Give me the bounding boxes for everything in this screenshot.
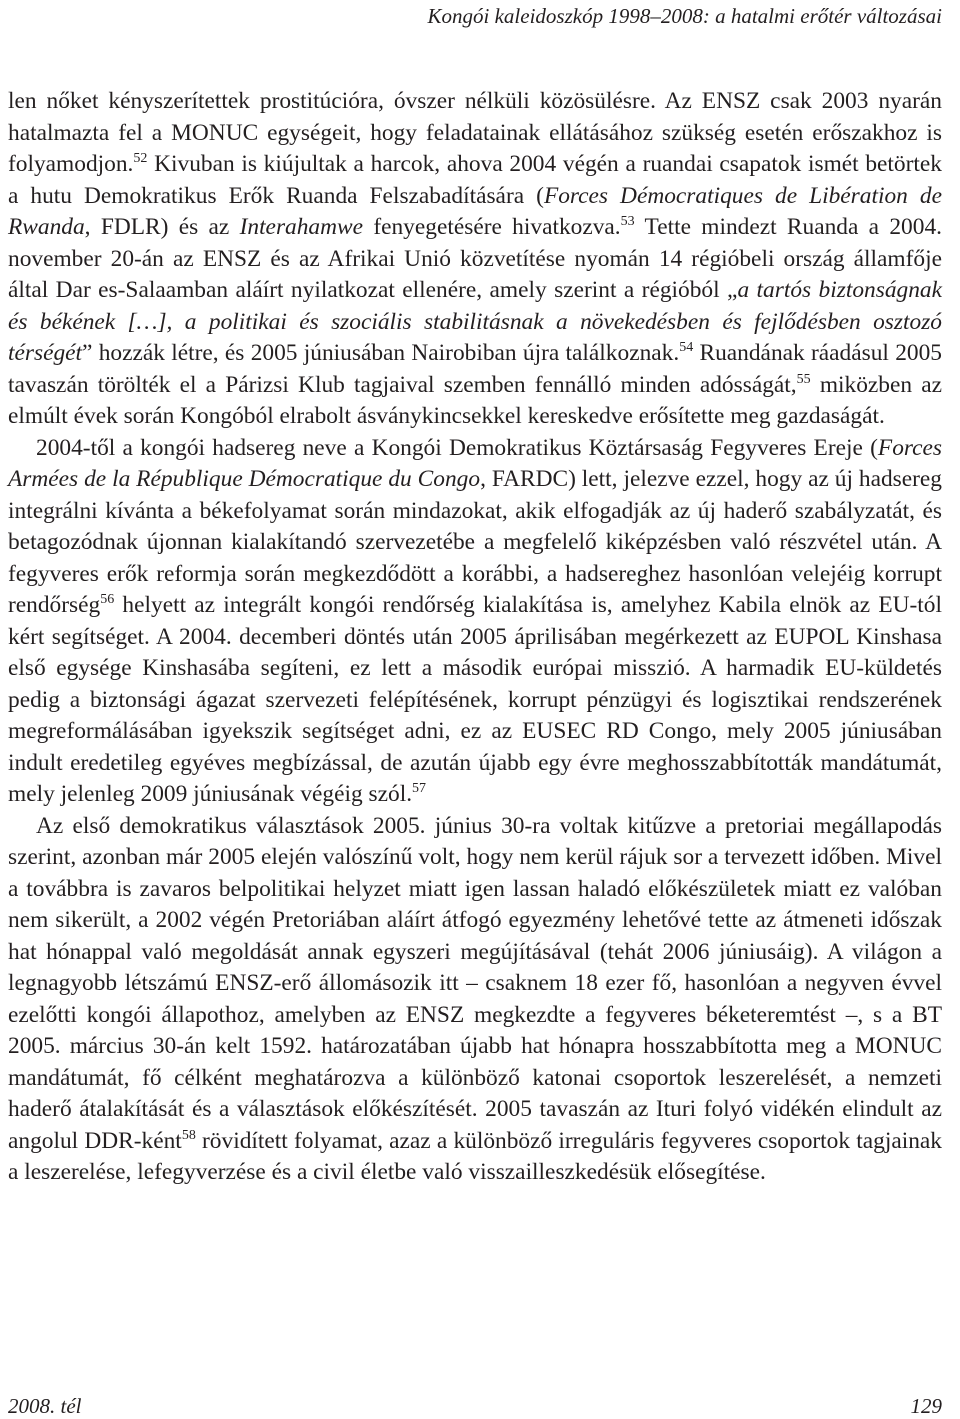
body-text — [8, 86, 942, 1189]
italic-text: Interahamwe — [239, 214, 364, 240]
text-run: helyett az integrált kongói rendőrség kialakítása is, amelyhez Kabila elnök az EU-tól kért segítséget. A 2004. decemberi döntés után 2005 áprilisában megérkezett az EUPOL Kinshasa első egysége Kinshasába segíteni, ez lett a második európai misszió. A harmadik EU-küldetés pedig a biztonsági ágazat szervezeti felépítésének, korrupt pénzügyi és logisztikai rendszerének megreformálásában igyekszik segítséget adni, ez az EUSEC RD Congo, mely 2005 júniusában indult eredetileg egyéves megbízással, de azután újabb egy évre meghosszabbították mandátumát, mely jelenleg 2009 júniusának végéig szól. — [8, 592, 942, 807]
text-run: ” hozzák létre, és 2005 júniusában Nairobiban újra találkoznak. — [82, 340, 680, 366]
text-run: rövidített folyamat, azaz a különböző irreguláris fegyveres csoportok tagjainak a leszerelése, lefegyverzése és a civil életbe való visszailleszkedésük elősegítése. — [8, 1127, 942, 1185]
italic-text: Forces Démocratiques de Libération de Rwanda — [8, 182, 942, 240]
text-run: len nőket kényszerítettek prostitúcióra, óvszer nélküli közösülésre. Az ENSZ csak 2003 nyarán hatalmazta fel a MONUC egységeit, hogy feladatainak ellátásához szükség esetén erőszakhoz is folyamodjon. — [8, 88, 942, 177]
text-run: 2004-től a kongói hadsereg neve a Kongói Demokratikus Köztársaság Fegyveres Ereje ( — [36, 434, 878, 461]
text-run: Tette mindezt Ruanda a 2004. november 20-án az ENSZ és az Afrikai Unió közvetítése nyomán 14 régióbeli ország államfője által Dar es-Salaamban aláírt nyilatkozat ellenére, amely szerint a régióból „ — [8, 214, 942, 303]
text-run: , FARDC) lett, jelezve ezzel, hogy az új hadsereg integrálni kívánta a békefolyamat során mindazokat, akik elfogadják az új haderő szabályzatát, és betagozódnak újonnan kialakítandó szervezetébe a megfelelő kiképzésben való részvétel után. A fegyveres erők reformja során megkezdődött a korábbi, a hadsereghez hasonlóan velejéig korrupt rendőrség — [8, 466, 943, 618]
page-number: 129 — [910, 1394, 942, 1418]
footnote-marker: 55 — [796, 371, 811, 387]
footnote-marker: 56 — [100, 592, 115, 607]
footnote-marker: 58 — [181, 1127, 196, 1143]
paragraph — [8, 433, 942, 811]
running-title: Kongói kaleidoszkóp 1998–2008: a hatalmi erőtér változásai — [427, 4, 942, 28]
text-run: fenyegetésére hivatkozva. — [363, 214, 621, 240]
text-run: Az első demokratikus választások 2005. június 30-ra voltak kitűzve a pretoriai megállapodás szerint, azonban már 2005 elején valószínű volt, hogy nem kerül rájuk sor a tervezett időben. Mivel a továbbra is zavaros belpolitikai helyzet miatt igen lassan haladó előkészületek miatt ez valóban nem sikerült, a 2002 végén Pretoriában aláírt átfogó egyezmény lehetővé tette az átmeneti időszak hat hónappal való megoldását annak egyszeri megújításával (tehát 2006 júniusáig). A világon a legnagyobb létszámú ENSZ-erő állomásozik itt – csaknem 18 ezer fő, hasonlóan a negyven évvel ezelőtti kongói állapothoz, amelyben az ENSZ megkezdte a fegyveres béketeremtést –, s a BT 2005. március 30-án kelt 1592. határozatában újabb hat hónapra hosszabbította meg a MONUC mandátumát, fő célként meghatározva a különböző katonai csoportok leszerelését, a nemzeti haderő átalakítását és a választások előkészítését. 2005 tavaszán az Ituri folyó vidékén elindult az angolul DDR-ként — [8, 812, 942, 1154]
footnote-marker: 52 — [133, 151, 148, 166]
italic-text: a tartós biztonságnak és békének […], a politikai és szociális stabilitásnak a növekedésben és fejlődésben osztozó térségét — [8, 277, 943, 366]
footnote-marker: 54 — [679, 340, 694, 355]
paragraph — [8, 811, 942, 1189]
text-run: miközben az elmúlt évek során Kongóból elrabolt ásványkincsekkel kereskedve erősítette meg gazdaságát. — [8, 371, 943, 429]
paragraph — [8, 86, 942, 433]
footnote-marker: 53 — [620, 214, 635, 229]
text-run: Ruandának ráadásul 2005 tavaszán törölték el a Párizsi Klub tagjaival szemben fennálló minden adósságát, — [8, 340, 942, 398]
italic-text: Forces Armées de la République Démocratique du Congo — [8, 434, 942, 492]
issue-label: 2008. tél — [8, 1394, 82, 1418]
text-run: Kivuban is kiújultak a harcok, ahova 2004 végén a ruandai csapatok ismét betörtek a hutu Demokratikus Erők Ruanda Felszabadítására ( — [8, 151, 942, 209]
text-run: , FDLR) és az — [84, 214, 240, 240]
footnote-marker: 57 — [412, 781, 427, 796]
